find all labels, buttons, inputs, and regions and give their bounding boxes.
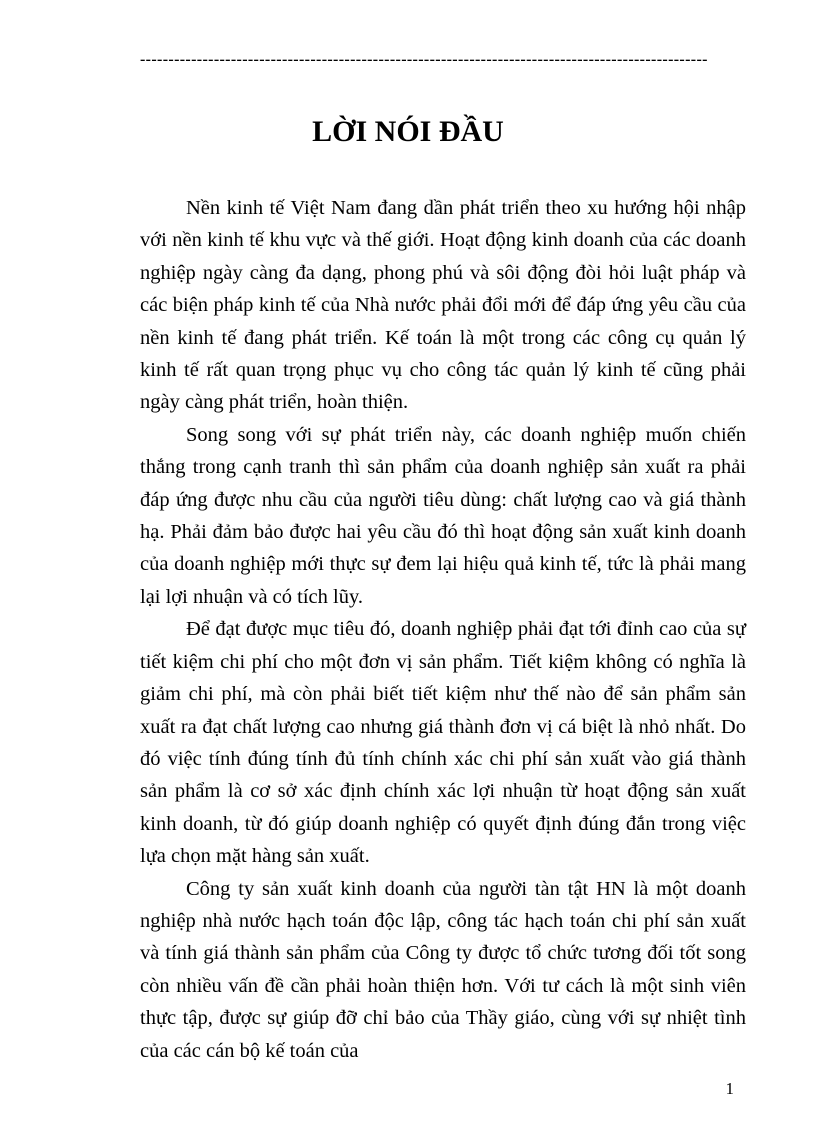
page-title: LỜI NÓI ĐẦU	[312, 115, 504, 148]
page-number: 1	[725, 1079, 734, 1098]
paragraph-1: Nền kinh tế Việt Nam đang dần phát triển theo xu hướng hội nhập với nền kinh tế khu vực và thế giới. Hoạt động kinh doanh của các doanh nghiệp ngày càng đa dạng, phong phú và sôi động đòi hỏi luật pháp và các biện pháp kinh tế của Nhà nước phải đổi mới để đáp ứng yêu cầu của nền kinh tế đang phát triển. Kế toán là một trong các công cụ quản lý kinh tế rất quan trọng phục vụ cho công tác quản lý kinh tế cũng phải ngày càng phát triển, hoàn thiện.	[140, 197, 746, 414]
paragraph-3: Để đạt được mục tiêu đó, doanh nghiệp phải đạt tới đỉnh cao của sự tiết kiệm chi phí cho một đơn vị sản phẩm. Tiết kiệm không có nghĩa là giảm chi phí, mà còn phải biết tiết kiệm như thế nào để sản phẩm sản xuất ra đạt chất lượng cao nhưng giá thành đơn vị cá biệt là nhỏ nhất. Do đó việc tính đúng tính đủ tính chính xác chi phí sản xuất vào giá thành sản phẩm là cơ sở xác định chính xác lợi nhuận từ hoạt động sản xuất kinh doanh, từ đó giúp doanh nghiệp có quyết định đúng đắn trong việc lựa chọn mặt hàng sản xuất.	[140, 618, 746, 868]
paragraph-4: Công ty sản xuất kinh doanh của người tàn tật HN là một doanh nghiệp nhà nước hạch toán độc lập, công tác hạch toán chi phí sản xuất và tính giá thành sản phẩm của Công ty được tổ chức tương đối tốt song còn nhiều vấn đề cần phải hoàn thiện hơn. Với tư cách là một sinh viên thực tập, được sự giúp đỡ chỉ bảo của Thầy giáo, cùng với sự nhiệt tình của các cán bộ kế toán của	[140, 877, 746, 1062]
paragraph-2: Song song với sự phát triển này, các doanh nghiệp muốn chiến thắng trong cạnh tranh thì sản phẩm của doanh nghiệp sản xuất ra phải đáp ứng được nhu cầu của người tiêu dùng: chất lượng cao và giá thành hạ. Phải đảm bảo được hai yêu cầu đó thì hoạt động sản xuất kinh doanh của doanh nghiệp mới thực sự đem lại hiệu quả kinh tế, tức là phải mang lại lợi nhuận và có tích lũy.	[140, 423, 746, 608]
document-body	[140, 192, 746, 1067]
header-dashed-rule: ----------------------------------------------------------------------------------------------------	[140, 51, 708, 68]
